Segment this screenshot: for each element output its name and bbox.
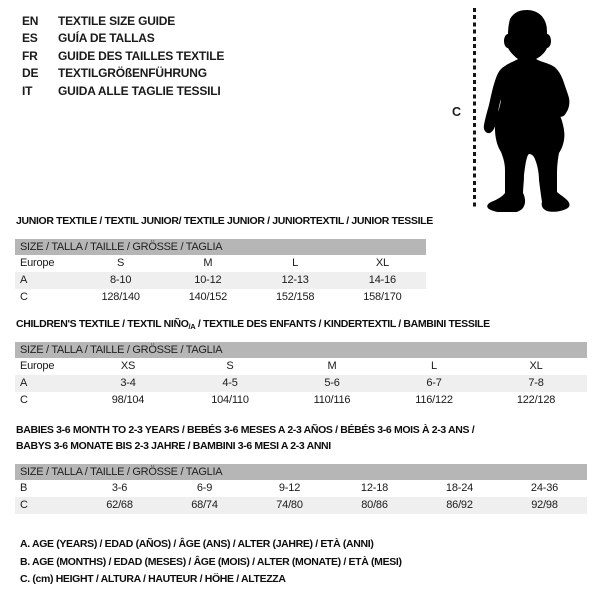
value-cell: 6-7 <box>426 377 442 389</box>
footnote-legend <box>20 536 402 589</box>
size-header-bar: SIZE / TALLA / TAILLE / GRÖSSE / TAGLIA <box>15 464 587 480</box>
value-cell: 12-13 <box>281 274 309 286</box>
value-cell: 110/116 <box>313 394 351 406</box>
row-label-cell: Europe <box>20 360 55 372</box>
footnote-c: C. (cm) HEIGHT / ALTURA / HAUTEUR / HÖHE / ALTEZZA <box>20 573 286 586</box>
value-cell: 152/158 <box>275 291 315 303</box>
children-title-post: / TEXTILE DES ENFANTS / KINDERTEXTIL / BAMBINI TESSILE <box>195 318 490 330</box>
value-cell: S <box>226 360 234 372</box>
junior-size-table <box>15 239 426 306</box>
value-cell: 12-18 <box>360 482 389 494</box>
table-row <box>15 255 426 272</box>
value-cell: 104/110 <box>211 394 249 406</box>
row-label-cell: B <box>20 482 28 494</box>
language-code: ES <box>22 31 38 46</box>
value-cell: 10-12 <box>194 274 222 286</box>
language-row <box>22 30 224 47</box>
language-row <box>22 48 224 65</box>
value-cell: 4-5 <box>222 377 238 389</box>
table-row <box>15 358 587 375</box>
table-row <box>15 272 426 289</box>
value-cell: XL <box>375 257 389 269</box>
value-cell: L <box>431 360 437 372</box>
footnote-b: B. AGE (MONTHS) / EDAD (MESES) / ÂGE (MOIS) / ALTER (MONATE) / ETÀ (MESI) <box>20 555 402 568</box>
value-cell: 14-16 <box>368 274 396 286</box>
size-header-bar: SIZE / TALLA / TAILLE / GRÖSSE / TAGLIA <box>15 342 587 358</box>
child-figure <box>450 6 582 214</box>
value-cell: 18-24 <box>445 482 474 494</box>
children-table-title <box>16 318 490 331</box>
language-title: GUÍA DE TALLAS <box>58 31 155 46</box>
babies-table-title <box>16 423 591 454</box>
size-header-bar: SIZE / TALLA / TAILLE / GRÖSSE / TAGLIA <box>15 239 426 255</box>
table-row <box>15 392 587 409</box>
value-cell: 9-12 <box>278 482 301 494</box>
value-cell: L <box>292 257 299 269</box>
value-cell: 68/74 <box>191 499 218 511</box>
size-table-grid <box>15 358 587 409</box>
language-title: GUIDE DES TAILLES TEXTILE <box>58 48 225 63</box>
value-cell: 24-36 <box>530 482 559 494</box>
value-cell: 116/122 <box>415 394 453 406</box>
table-row <box>15 497 587 514</box>
value-cell: M <box>203 257 213 269</box>
value-cell: 122/128 <box>516 394 556 406</box>
value-cell: 80/86 <box>361 499 388 511</box>
language-title-list <box>22 13 224 100</box>
row-label-cell: C <box>20 291 28 303</box>
language-code: FR <box>22 48 38 63</box>
language-title: TEXTILGRÖßENFÜHRUNG <box>58 66 207 81</box>
height-measure-label: C <box>452 105 462 119</box>
language-code: DE <box>22 66 39 81</box>
row-label-cell: A <box>20 377 28 389</box>
value-cell: 98/104 <box>111 394 145 406</box>
size-table-grid <box>15 480 587 514</box>
value-cell: 8-10 <box>110 274 132 286</box>
babies-size-table <box>15 464 587 514</box>
table-row <box>15 480 587 497</box>
value-cell: 7-8 <box>528 377 544 389</box>
row-label-cell: A <box>20 274 28 286</box>
language-row <box>22 65 224 82</box>
value-cell: 5-6 <box>324 377 340 389</box>
language-row <box>22 83 224 100</box>
value-cell: 62/68 <box>106 499 133 511</box>
language-code: IT <box>22 83 33 98</box>
value-cell: 3-6 <box>111 482 128 494</box>
row-label-cell: Europe <box>20 257 55 269</box>
row-label-cell: C <box>20 394 28 406</box>
children-title-subscript: /A <box>188 322 196 331</box>
babies-title-line2: BABYS 3-6 MONATE BIS 2-3 JAHRE / BAMBINI 3-6 MESI A 2-3 ANNI <box>16 439 331 452</box>
toddler-silhouette-icon <box>478 6 578 212</box>
value-cell: XL <box>529 360 543 372</box>
value-cell: 92/98 <box>531 499 558 511</box>
value-cell: 158/170 <box>363 291 402 303</box>
babies-title-line1: BABIES 3-6 MONTH TO 2-3 YEARS / BEBÉS 3-6 MESES A 2-3 AÑOS / BÉBÉS 3-6 MOIS À 2-3 ANS / <box>16 424 475 436</box>
table-row <box>15 375 587 392</box>
row-label-cell: C <box>20 499 28 511</box>
children-title-pre: CHILDREN'S TEXTILE / TEXTIL NIÑO <box>16 318 189 330</box>
language-code: EN <box>22 14 39 28</box>
children-size-table <box>15 342 587 409</box>
value-cell: XS <box>120 360 136 372</box>
language-title: GUIDA ALLE TAGLIE TESSILI <box>58 83 221 98</box>
value-cell: 86/92 <box>446 499 473 511</box>
language-title: TEXTILE SIZE GUIDE <box>58 14 176 28</box>
footnote-a: A. AGE (YEARS) / EDAD (AÑOS) / ÂGE (ANS) / ALTER (JAHRE) / ETÀ (ANNI) <box>20 538 374 550</box>
value-cell: 140/152 <box>188 291 228 303</box>
value-cell: 128/140 <box>101 291 140 303</box>
value-cell: 74/80 <box>276 499 303 511</box>
table-row <box>15 289 426 306</box>
value-cell: S <box>117 257 125 269</box>
value-cell: M <box>327 360 337 372</box>
size-table-grid <box>15 255 426 306</box>
junior-table-title: JUNIOR TEXTILE / TEXTIL JUNIOR/ TEXTILE JUNIOR / JUNIORTEXTIL / JUNIOR TESSILE <box>16 215 433 227</box>
value-cell: 3-4 <box>120 377 136 389</box>
language-row <box>22 13 224 30</box>
value-cell: 6-9 <box>196 482 213 494</box>
height-measure-line <box>473 8 476 209</box>
